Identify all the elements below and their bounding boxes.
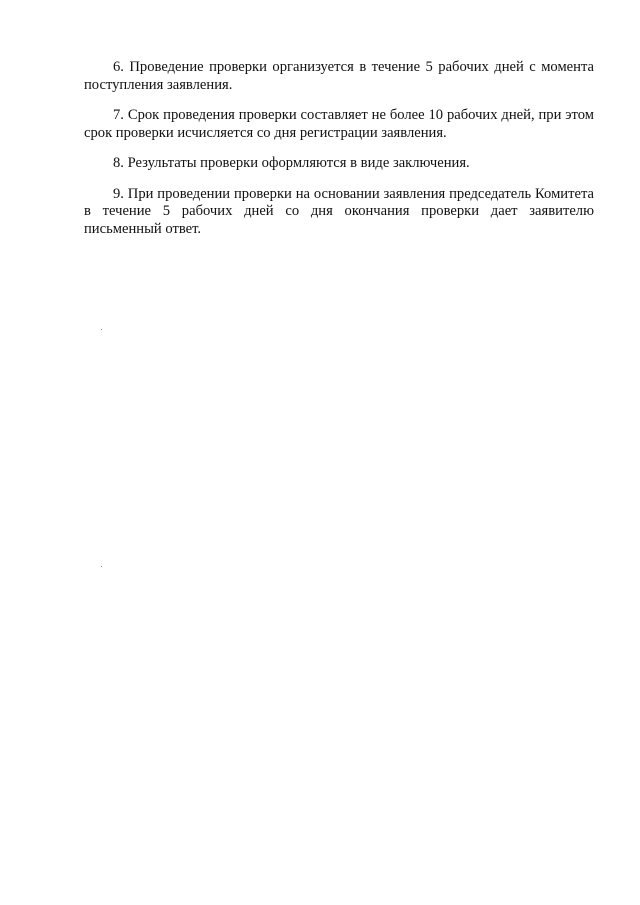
paragraph-7: 7. Срок проведения проверки составляет не более 10 рабочих дней, при этом срок проверки исчисляется со дня регистрации заявления.: [84, 107, 594, 141]
scan-speck: [101, 566, 102, 567]
paragraph-6: 6. Проведение проверки организуется в течение 5 рабочих дней с момента поступления заявления.: [84, 59, 594, 93]
paragraph-8: 8. Результаты проверки оформляются в виде заключения.: [113, 155, 470, 171]
paragraph-9: 9. При проведении проверки на основании заявления председатель Комитета в течение 5 рабочих дней со дня окончания проверки дает заявителю письменный ответ.: [84, 185, 594, 237]
document-body: [84, 59, 594, 251]
scan-speck: [101, 329, 102, 330]
